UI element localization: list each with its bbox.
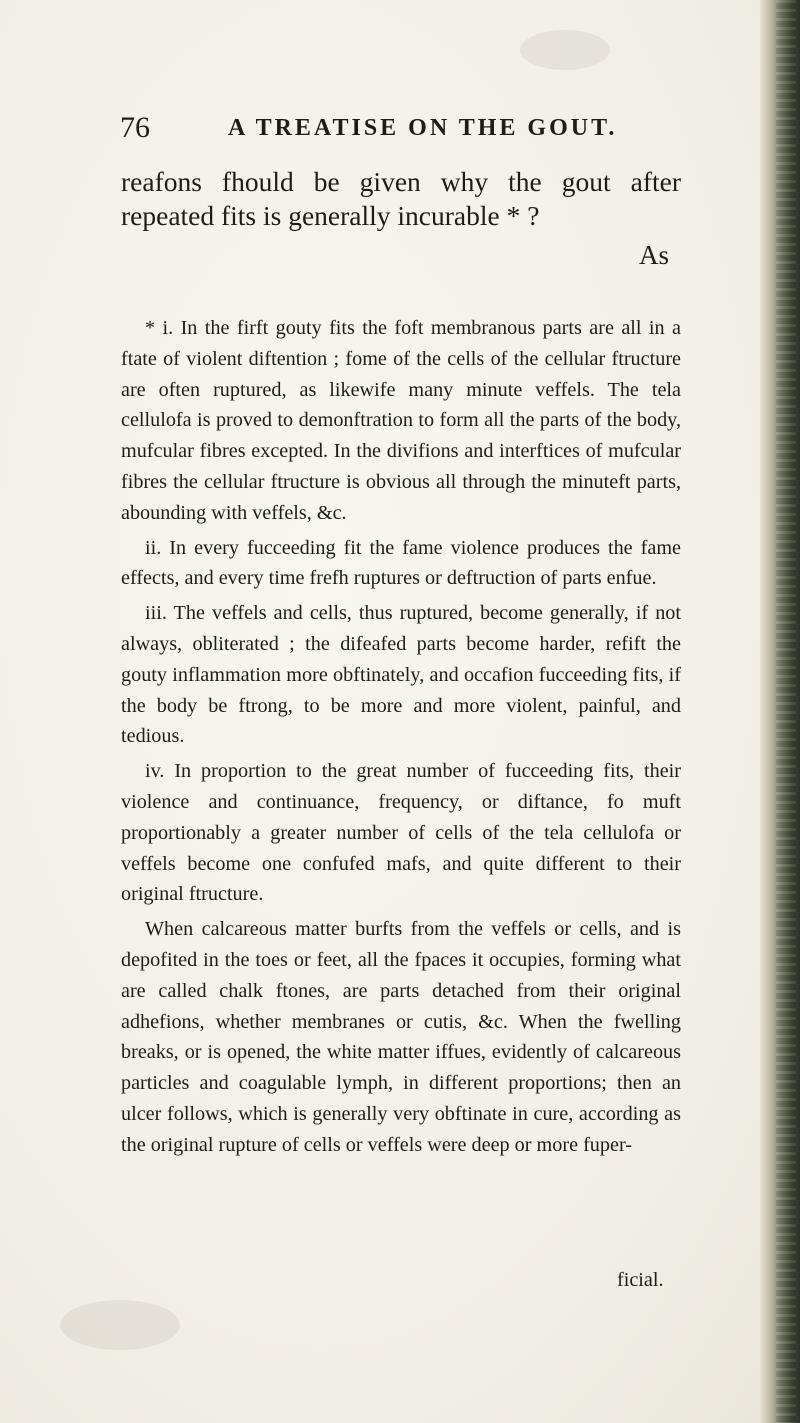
- catchword-footnote: ficial.: [617, 1269, 664, 1291]
- footnote: [121, 313, 681, 1165]
- footnote-para-4: iv. In proportion to the great number of fucceeding fits, their violence and continuance, frequency, or diftance, fo muft proportionably a greater number of cells of the tela cellulofa or veffels become one confufed mafs, and quite different to their original ftructure.: [121, 760, 681, 906]
- footnote-para-3: iii. The veffels and cells, thus ruptured, become generally, if not always, obliterated ; the difeafed parts become harder, refift the gouty inflammation more obftinately, and occafion fucceeding fits, if the body be ftrong, to be more and more violent, painful, and tedious.: [121, 602, 681, 748]
- main-paragraph: reafons fhould be given why the gout after repeated fits is generally incurable * ?: [121, 166, 681, 231]
- running-head: A TREATISE ON THE GOUT.: [228, 115, 618, 141]
- main-text: [121, 165, 681, 233]
- footnote-para-1: * i. In the firft gouty fits the foft membranous parts are all in a ftate of violent diftention ; fome of the cells of the cellular ftructure are often ruptured, as likewife many minute veffels. The tela cellulofa is proved to demonftration to form all the parts of the body, mufcular fibres excepted. In the divifions and interftices of mufcular fibres the cellular ftructure is obvious all through the minuteft parts, abounding with veffels, &c.: [121, 317, 681, 524]
- paper-stain: [60, 1300, 180, 1350]
- paper-stain: [520, 30, 610, 70]
- page-number: 76: [120, 111, 150, 144]
- footnote-para-5: When calcareous matter burfts from the veffels or cells, and is depofited in the toes or feet, all the fpaces it occupies, forming what are called chalk ftones, are parts detached from their original adhefions, whether membranes or cutis, &c. When the fwelling breaks, or is opened, the white matter iffues, evidently of calcareous particles and coagulable lymph, in different proportions; then an ulcer follows, which is generally very obftinate in cure, according as the original rupture of cells or veffels were deep or more fuper-: [121, 918, 681, 1156]
- footnote-para-2: ii. In every fucceeding fit the fame violence produces the fame effects, and every time frefh ruptures or deftruction of parts enfue.: [121, 536, 681, 590]
- page-header: [120, 108, 680, 148]
- page-edge-texture: [776, 0, 796, 1423]
- catchword-main: As: [639, 240, 670, 270]
